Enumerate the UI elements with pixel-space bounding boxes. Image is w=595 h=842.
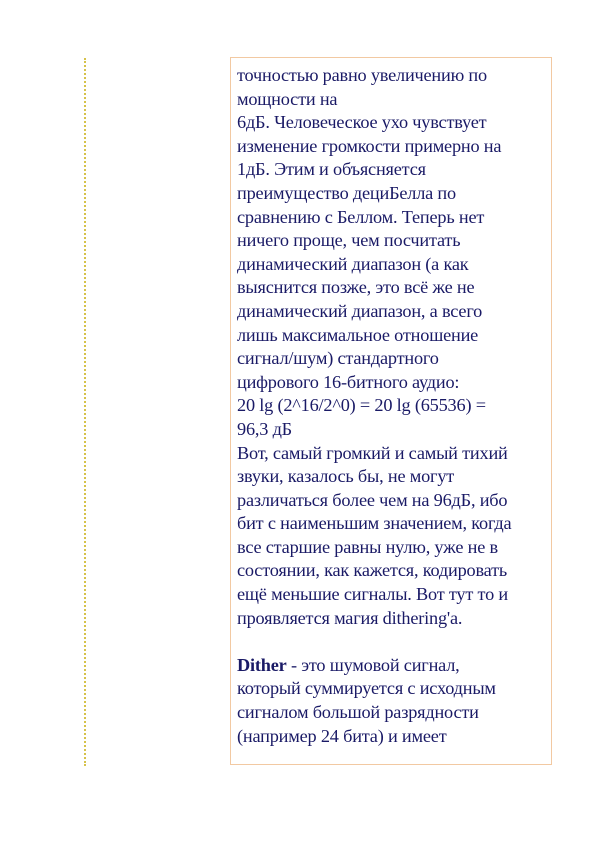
- text-line: проявляется магия dithering'a.: [237, 607, 463, 628]
- text-line: изменение громкости примерно на: [237, 135, 502, 156]
- text-line: ничего проще, чем посчитать: [237, 230, 461, 251]
- text-line: все старшие равны нулю, уже не в: [237, 536, 498, 557]
- text-line: который суммируется с исходным: [237, 678, 496, 699]
- text-line: звуки, казалось бы, не могут: [237, 466, 455, 487]
- text-line: точностью равно увеличению по: [237, 65, 487, 85]
- text-line: (например 24 бита) и имеет: [237, 725, 447, 746]
- text-line: сигнал/шум) стандартного: [237, 348, 439, 369]
- text-line: динамический диапазон, а всего: [237, 300, 483, 321]
- dither-definition-line: [237, 654, 547, 678]
- text-line: мощности на: [237, 88, 338, 109]
- margin-dotted-rule: [84, 58, 86, 766]
- text-line: 1дБ. Этим и объясняется: [237, 159, 426, 180]
- text-line: бит с наименьшим значением, когда: [237, 513, 512, 534]
- paragraph-gap: [237, 630, 547, 654]
- dither-term: Dither: [237, 654, 287, 675]
- text-frame: [230, 57, 552, 765]
- text-line: ещё меньшие сигналы. Вот тут то и: [237, 584, 508, 605]
- formula-line: 20 lg (2^16/2^0) = 20 lg (65536) =: [237, 395, 486, 416]
- text-line: 6дБ. Человеческое ухо чувствует: [237, 112, 487, 133]
- text-line: различаться более чем на 96дБ, ибо: [237, 489, 508, 510]
- text-line: цифрового 16-битного аудио:: [237, 371, 460, 392]
- text-line: преимущество дециБелла по: [237, 182, 456, 203]
- text-line: выяснится позже, это всё же не: [237, 277, 475, 298]
- text-line: лишь максимальное отношение: [237, 324, 479, 345]
- text-line: сигналом большой разрядности: [237, 702, 479, 723]
- text-line: сравнению с Беллом. Теперь нет: [237, 206, 485, 227]
- text-line: Вот, самый громкий и самый тихий: [237, 442, 508, 463]
- text-line: состоянии, как кажется, кодировать: [237, 560, 508, 581]
- text-line: динамический диапазон (а как: [237, 253, 469, 274]
- dither-definition-text: - это шумовой сигнал,: [286, 654, 460, 675]
- formula-result-line: 96,3 дБ: [237, 418, 292, 439]
